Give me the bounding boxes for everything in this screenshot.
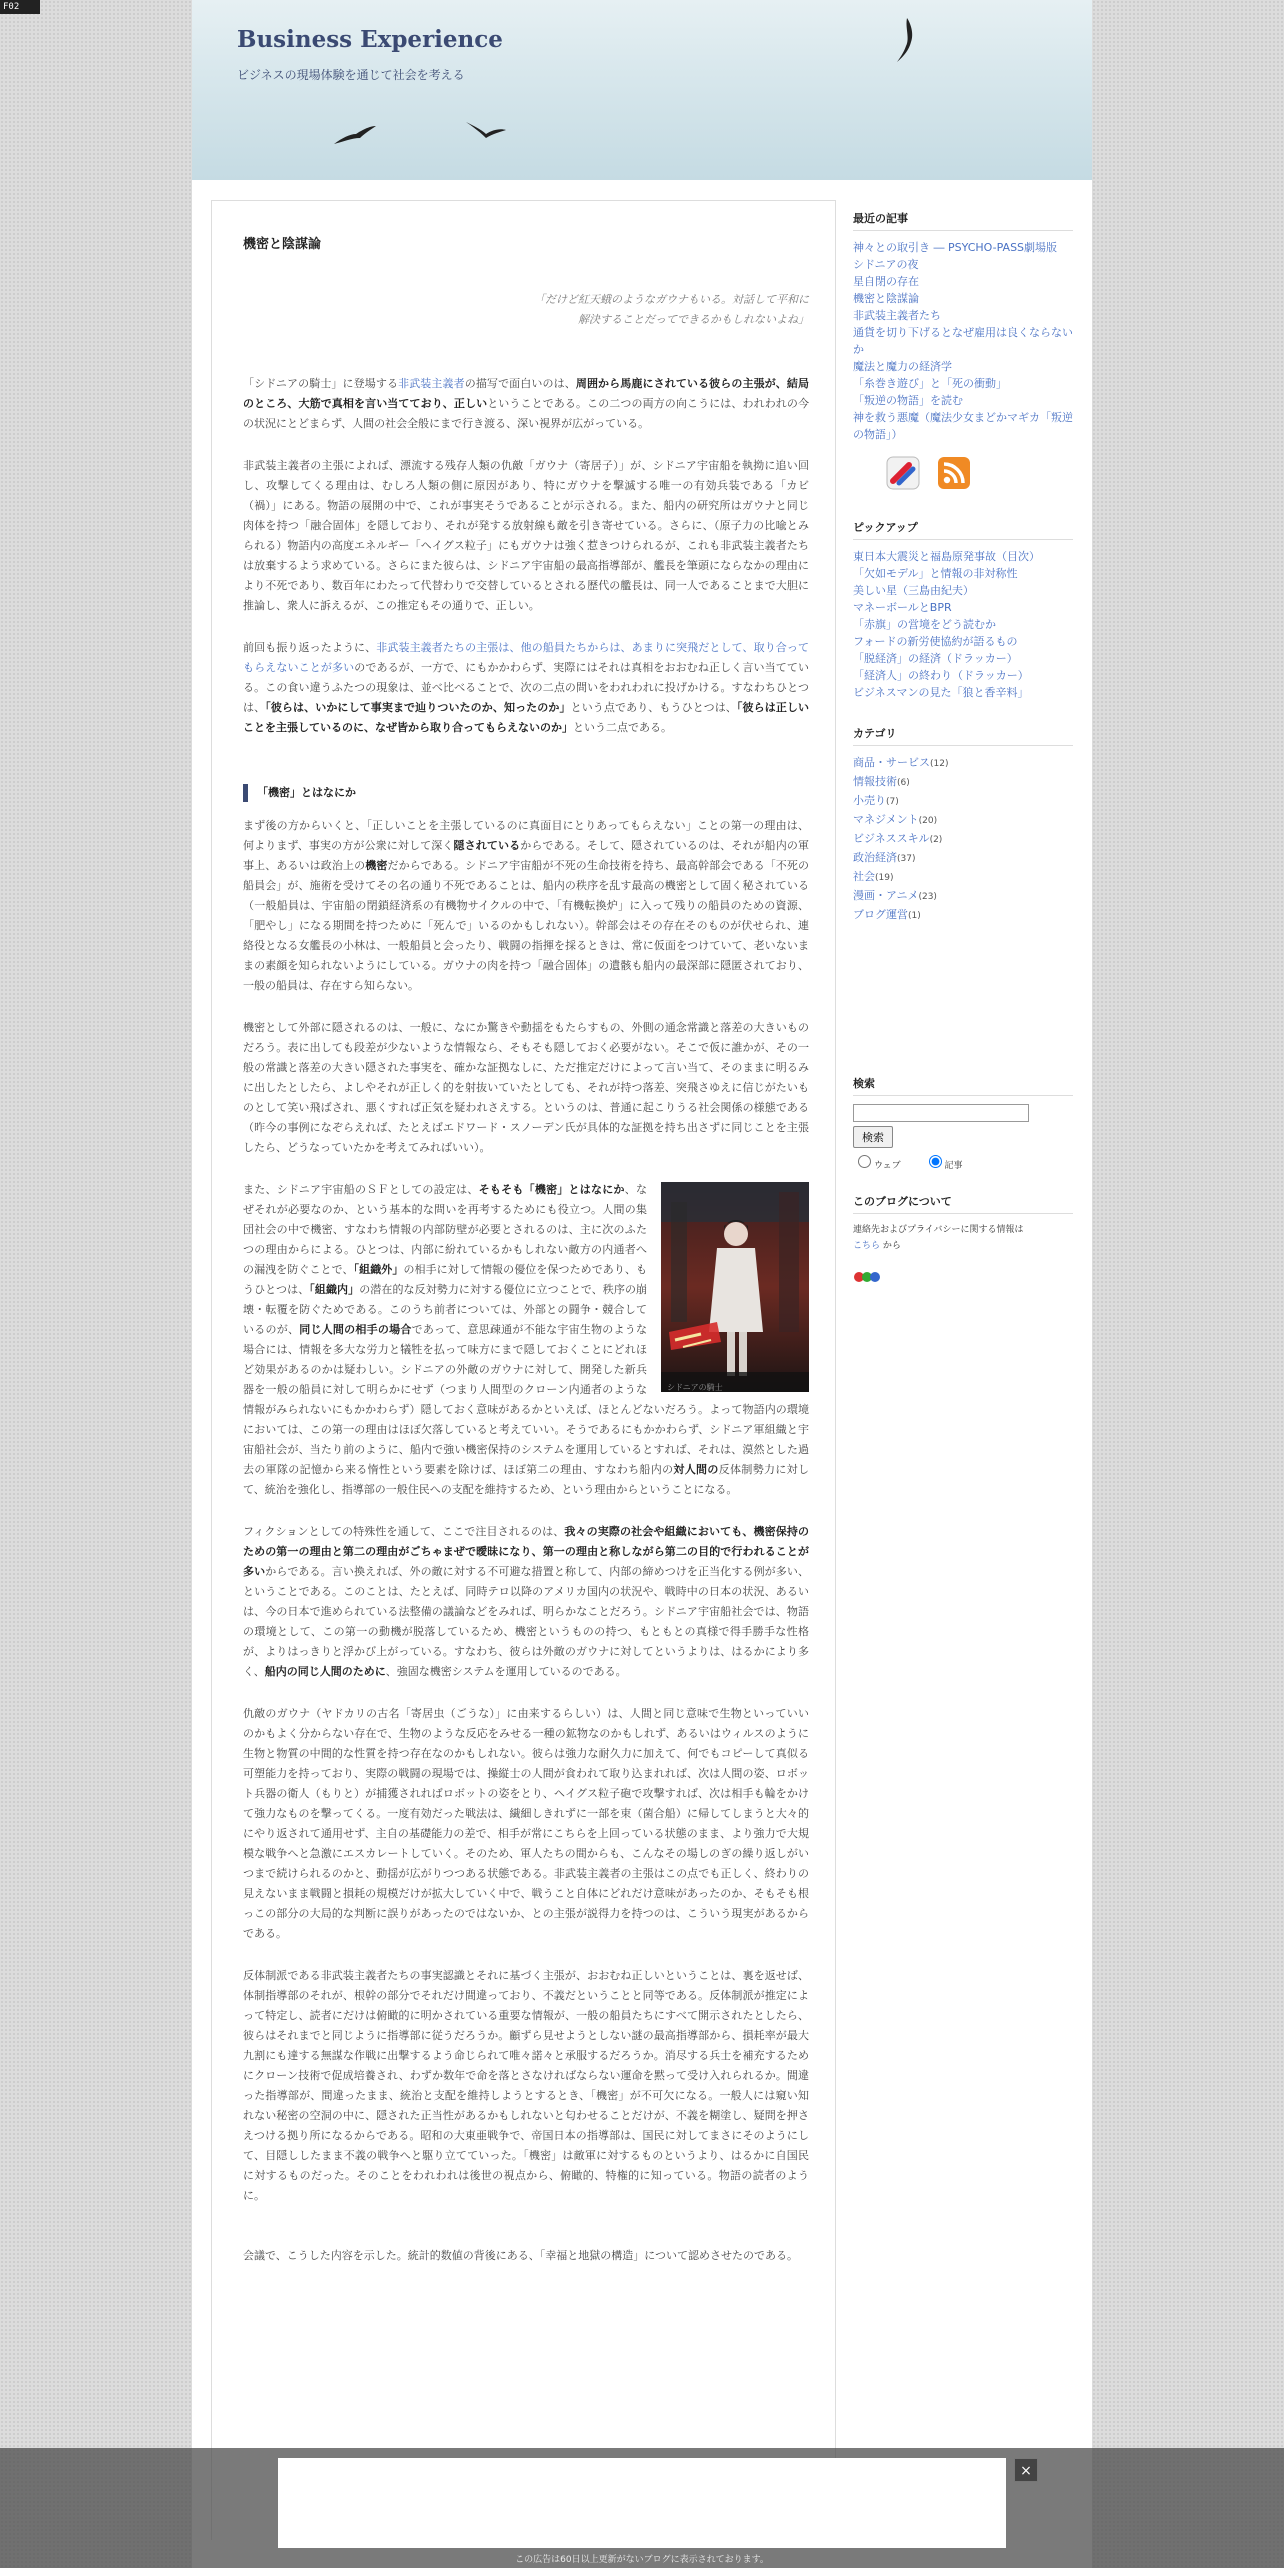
emphasis-text: 同じ人間の相手の場合	[299, 1323, 412, 1336]
text-run: 非武装主義者の主張によれば、漂流する残存人類の仇敵「ガウナ（寄居子）」が、シドニア宇宙船を執拗に追い回し、攻撃してくる理由は、むしろ人類の側に原因があり、特にガウナを撃滅する唯一の有効兵装である「カビ（禍）」にある。物語の展開の中で、これが事実そうであることが示される。また、船内の研究所はガウナと同じ肉体を持つ「融合固体」を隠しており、それが発する放射線も敵を引き寄せている。さらに、（原子力の比喩とみられる）物語内の高度エネルギー「ヘイグス粒子」にもガウナは強く惹きつけられるが、これも非武装主義者たちは放棄するよう求めている。さらにまた彼らは、シドニア宇宙船の最高指導部が、艦長を筆頭にならなかの理由により不死であり、数百年にわたって代替わりで交替しているとされる歴代の艦長は、同一人であることまで大胆に推論し、衆人に訴えるが、この推定もその通りで、正しい。	[243, 459, 809, 612]
about-text	[853, 1222, 1073, 1254]
sidebar-list-item	[853, 616, 1073, 633]
article-paragraph	[243, 638, 809, 738]
category-link[interactable]: ブログ運営	[853, 908, 908, 921]
article-paragraph	[243, 1704, 809, 1944]
epigraph-line: 「だけど紅天蛾のようなガウナもいる。対話して平和に	[534, 293, 809, 306]
text-run: 、なぜそれが必要なのか、という基本的な問いを再考するためにも役立つ。人間の集団社会の中で機密、すなわち情報の内部防壁が必要とされるのは、主に次のふたつの理由からによる。ひとつは、内部に紛れているかもしれない敵方の内通者への漏洩を防ぐことで、	[243, 1183, 648, 1276]
category-link[interactable]: ビジネススキル	[853, 832, 930, 845]
category-item	[853, 830, 1073, 849]
emphasis-text: 「組織内」	[309, 1283, 360, 1296]
sidebar	[853, 200, 1073, 1288]
category-count: (20)	[918, 816, 938, 826]
category-item	[853, 811, 1073, 830]
sidebar-link[interactable]: ビジネスマンの見た「狼と香辛料」	[853, 686, 1029, 699]
ad-notice: この広告は60日以上更新がないブログに表示されております。	[515, 2555, 769, 2565]
category-link[interactable]: マネジメント	[853, 813, 919, 826]
text-run: であって、意思疎通が不能な宇宙生物のような場合には、情報を多大な労力と犠牲を払って味方にまで隠しておくことにどれほど効果があるのかは疑わしい。シドニアの外敵のガウナに対して、開発した新兵器を一般の船員に対して明らかにせず（つまり人間型のクローン内通者のような情報がみられないにもかかわらず）隠しておく意味があるかといえば、ほとんどないだろう。よって物語内の環境においては、この第一の理由はほぼ欠落していると考えていい。そうであるにもかかわらず、シドニア軍組織と宇宙船社会が、当たり前のように、船内で強い機密保持のシステムを運用しているとすれば、それは、漠然とした過去の軍隊の記憶から来る惰性という要素を除けば、ほぼ第二の理由、すなわち船内の	[243, 1323, 809, 1476]
ad-close-button[interactable]: ×	[1014, 2458, 1038, 2482]
category-heading: カテゴリ	[853, 725, 1073, 746]
emphasis-text: 対人間の	[673, 1463, 719, 1476]
bird-icon	[332, 124, 378, 146]
emphasis-text: 「彼らは正しいことを主張しているのに、なぜ皆から取り合ってもらえないのか」	[243, 701, 810, 734]
emphasis-text: 「彼らは、いかにして事実まで辿りついたのか、知ったのか」	[265, 701, 571, 714]
sidebar-link[interactable]: 「脱経済」の経済（ドラッカー）	[853, 652, 1018, 665]
category-link[interactable]: 情報技術	[853, 775, 897, 788]
article-paragraph	[243, 1522, 809, 1682]
inline-link[interactable]: 非武装主義者	[398, 377, 465, 390]
sidebar-link[interactable]: 「赤旗」の営境をどう読むか	[853, 618, 996, 631]
category-list	[853, 754, 1073, 925]
about-text-suffix: から	[882, 1241, 901, 1251]
search-scope-blog-label: 記事	[944, 1161, 963, 1171]
category-count: (37)	[897, 854, 916, 864]
search-scope-web-label: ウェブ	[874, 1161, 901, 1171]
search-scope-blog-radio[interactable]	[929, 1155, 942, 1168]
site-header	[192, 0, 1092, 180]
sidebar-list-item	[853, 392, 1073, 409]
emphasis-text: 船内の同じ人間のために	[264, 1665, 386, 1678]
emphasis-text: 隠されている	[453, 839, 521, 852]
sidebar-list-item	[853, 667, 1073, 684]
sidebar-list-item	[853, 548, 1073, 565]
text-run: の相手に対して情報の優位を保つためであり、もうひとつは、	[243, 1263, 648, 1296]
feed-icons	[885, 455, 1073, 499]
ad-overlay	[0, 2448, 1284, 2568]
section-heading: 「機密」とはなにか	[243, 784, 809, 802]
post-title[interactable]: 機密と陰謀論	[243, 237, 322, 252]
about-heading: このブログについて	[853, 1193, 1073, 1214]
text-run: ということである。この二つの両方の向こうには、われわれの今の状況にとどまらず、人間の社会全般にまで行き渡る、深い視界が広がっている。	[243, 397, 810, 430]
ad-banner[interactable]	[278, 2458, 1006, 2548]
category-item	[853, 868, 1073, 887]
text-run: という二点である。	[573, 721, 672, 734]
rss-feed-icon[interactable]	[936, 455, 972, 491]
article-body	[243, 374, 809, 2266]
sidebar-link[interactable]: 「経済人」の終わり（ドラッカー）	[853, 669, 1029, 682]
poster-artwork	[661, 1182, 809, 1392]
search-heading: 検索	[853, 1075, 1073, 1096]
category-item	[853, 887, 1073, 906]
category-count: (19)	[875, 873, 894, 883]
epigraph-line: 解決することだってできるかもしれないよね」	[578, 313, 809, 326]
pickup-heading: ピックアップ	[853, 519, 1073, 540]
text-run: だからである。シドニア宇宙船が不死の生命技術を持ち、最高幹部会である「不死の船員会」が、施術を受けてその名の通り不死であることは、船内の秩序を乱す最高の機密として固く秘されている（一般船員は、宇宙船の閉鎖経済系の有機物サイクルの中で、「有機転換炉」に入って残りの船員のための資源、「肥やし」になる期間を持つために「死んで」いるのかもしれない）。幹部会はその存在そのものが伏せられ、連絡役となる女艦長の小林は、一般船員と会ったり、戦闘の指揮を採るときは、常に仮面をつけていて、老いないままの素顔を知られないようにしている。ガウナの肉を持つ「融合固体」の遺骸も船内の最深部に隠匿されており、一般の船員は、存在すら知らない。	[243, 859, 810, 992]
sidebar-list-item	[853, 633, 1073, 650]
category-item	[853, 773, 1073, 792]
category-item	[853, 906, 1073, 925]
sidebar-link[interactable]: 東日本大震災と福島原発事故（目次）	[853, 550, 1040, 563]
search-scope-blog[interactable]	[924, 1161, 963, 1171]
sidebar-list-item	[853, 239, 1073, 256]
sidebar-link[interactable]: シドニアの夜	[853, 258, 919, 271]
category-item	[853, 849, 1073, 868]
emphasis-text: 周囲から馬鹿にされている彼らの主張が、結局のところ、大筋で真相を言い当てており、正しい	[243, 377, 810, 410]
text-run: 「シドニアの騎士」に登場する	[243, 377, 399, 390]
bird-icon	[464, 118, 508, 140]
sidebar-link[interactable]: 「叛逆の物語」を読む	[853, 394, 963, 407]
text-run: の潜在的な反対勢力に対する優位に立つことで、秩序の崩壊・転覆を防ぐためである。このうち前者については、外部との闘争・競合しているのが、	[243, 1283, 648, 1336]
category-item	[853, 754, 1073, 773]
sidebar-list-item	[853, 324, 1073, 358]
category-item	[853, 792, 1073, 811]
atom-feed-icon[interactable]	[885, 455, 921, 491]
sidebar-list-item	[853, 565, 1073, 582]
category-count: (6)	[897, 778, 910, 788]
blog-badge-icon[interactable]	[853, 1270, 883, 1284]
text-run: の描写で面白いのは、	[464, 377, 576, 390]
sidebar-link[interactable]: 機密と陰謀論	[853, 292, 919, 305]
sidebar-link[interactable]: フォードの新労使協約が語るもの	[853, 635, 1018, 648]
article-paragraph	[243, 1966, 809, 2206]
about-link[interactable]: こちら	[853, 1241, 881, 1251]
sidebar-link[interactable]: 非武装主義者たち	[853, 309, 941, 322]
sidebar-link[interactable]: 神々との取引き ― PSYCHO-PASS劇場版	[853, 241, 1058, 254]
category-count: (23)	[918, 892, 937, 902]
text-run: 前回も振り返ったように、	[243, 641, 377, 654]
about-text-body: 連絡先およびプライバシーに関する情報は	[853, 1225, 1024, 1235]
search-input[interactable]	[853, 1104, 1029, 1122]
article-footer-line: 会議で、こうした内容を示した。統計的数値の背後にある、「幸福と地獄の構造」について認めさせたのである。	[243, 2249, 799, 2262]
sidebar-link[interactable]: マネーボールとBPR	[853, 601, 952, 614]
sidebar-link[interactable]: 星自閉の存在	[853, 275, 919, 288]
sidebar-list-item	[853, 307, 1073, 324]
bird-icon	[892, 16, 922, 64]
site-title[interactable]: Business Experience	[237, 26, 503, 53]
search-scope-web[interactable]	[853, 1161, 901, 1171]
article-paragraph	[243, 816, 809, 996]
text-run: 仇敵のガウナ（ヤドカリの古名「寄居虫（ごうな）」に由来するらしい）は、人間と同じ意味で生物といっていいのかもよく分からない存在で、生物のような反応をみせる一種の鉱物なのかもしれず、あるいはウィルスのように生物と物質の中間的な性質を持つ存在なのかもしれない。彼らは強力な耐久力に加えて、何でもコピーして真似る可塑能力を持っており、実際の戦闘の現場では、操縦士の人間が食われて取り込まれれば、次は人間の姿、ロボット兵器の衛人（もりと）が捕獲されればロボットの姿をとり、ヘイグス粒子砲で攻撃すれば、次は相手も輪をかけて強力なものを撃ってくる。一度有効だった戦法は、繊細しきれずに一部を束（菌合船）に帰してしまうと大々的にやり返されて通用せず、主自の基礎能力の差で、相手が常にこちらを上回っている状態のまま、より強力で大規模な戦争へと急激にエスカレートしていく。そのため、軍人たちの間からも、こんなその場しのぎの繰り返しがいつまで続けられるのかと、動揺が広がりつつある状態である。非武装主義者の主張はこの点でも正しく、終わりの見えないまま戦闘と損耗の規模だけが拡大していく中で、戦うこと自体にどれだけ意味があったのか、そもそも根っこの部分の大局的な判断に誤りがあったのではないか、との主張が説得力を持つのは、こういう現実があるからである。	[243, 1707, 809, 1940]
pickup-list	[853, 548, 1073, 701]
sidebar-list-item	[853, 256, 1073, 273]
sidebar-list-item	[853, 582, 1073, 599]
site-tagline: ビジネスの現場体験を通じて社会を考える	[237, 68, 465, 82]
category-link[interactable]: 小売り	[853, 794, 886, 807]
emphasis-text: 「組織外」	[353, 1263, 404, 1276]
category-count: (1)	[908, 911, 921, 921]
sidebar-link[interactable]: 美しい星（三島由紀夫）	[853, 584, 974, 597]
sidebar-list-item	[853, 375, 1073, 392]
poster-caption: シドニアの騎士	[667, 1383, 723, 1392]
search-scope-web-radio[interactable]	[858, 1155, 871, 1168]
sidebar-link[interactable]: 通貨を切り下げるとなぜ雇用は良くならないか	[853, 326, 1073, 356]
category-link[interactable]: 商品・サービス	[853, 756, 930, 769]
sidebar-link[interactable]: 神を救う悪魔（魔法少女まどかマギカ「叛逆の物語」）	[853, 411, 1073, 441]
main-content	[211, 200, 836, 2540]
poster-image[interactable]	[661, 1182, 809, 1392]
text-run: フィクションとしての特殊性を通して、ここで注目されるのは、	[243, 1525, 565, 1538]
article-paragraph	[243, 1018, 809, 1158]
text-run: まず後の方からいくと、「正しいことを主張しているのに真面目にとりあってもらえない」ことの第一の理由は、何よりまず、事実の方が公衆に対して深く	[243, 819, 809, 852]
recent-posts-list	[853, 239, 1073, 443]
text-run: という点であり、もうひとつは、	[570, 701, 737, 714]
recent-posts-heading: 最近の記事	[853, 210, 1073, 231]
emphasis-text: 我々の実際の社会や組織においても、機密保持のための第一の理由と第二の理由がごちゃまぜで曖昧になり、第一の理由と称しながら第二の目的で行われることが多い	[243, 1525, 809, 1578]
sidebar-list-item	[853, 650, 1073, 667]
sidebar-list-item	[853, 358, 1073, 375]
sidebar-list-item	[853, 684, 1073, 701]
corner-badge: F02	[0, 0, 40, 14]
text-run: からである。言い換えれば、外の敵に対する不可避な措置と称して、内部の締めつけを正当化する例が多い、ということである。このことは、たとえば、同時テロ以降のアメリカ国内の状況や、戦時中の日本の状況、あるいは、今の日本で進められている法整備の議論などをみれば、明らかなことだろう。シドニア宇宙船社会では、物語の環境として、この第一の動機が脱落しているため、機密というものの持つ、もともとの真様で得手勝手な性格が、よりはっきりと浮かび上がっている。すなわち、彼らは外敵のガウナに対してというよりは、はるかにより多く、	[243, 1565, 810, 1678]
sidebar-link[interactable]: 魔法と魔力の経済学	[853, 360, 952, 373]
text-run: 機密として外部に隠されるのは、一般に、なにか驚きや動揺をもたらすもの、外側の通念常識と落差の大きいものだろう。表に出しても段差が少ないような情報なら、そもそも隠しておく必要がない。そこで仮に誰かが、その一般の常識と落差の大きい隠された事実を、確かな証拠なしに、ただ推定だけによって言い当て、そのままに明るみに出したとしたら、よしやそれが正しく的を射抜いていたとしても、それが持つ落差、突飛さゆえに信じがたいものとして笑い飛ばされ、悪くすれば正気を疑われさえする。というのは、普通に起こりうる社会関係の様態である（昨今の事例になぞらえれば、たとえばエドワード・スノーデン氏が具体的な証拠を持ち出さずに同じことを主張したら、どうなっていたかを考えてみればいい）。	[243, 1021, 809, 1154]
category-count: (2)	[929, 835, 943, 845]
emphasis-text: 機密	[365, 859, 388, 872]
page	[192, 0, 1092, 2568]
category-link[interactable]: 漫画・アニメ	[853, 889, 919, 902]
sidebar-list-item	[853, 599, 1073, 616]
search-button[interactable]: 検索	[853, 1126, 893, 1148]
text-run: のであるが、一方で、にもかかわらず、実際にはそれは真相をおおむね正しく言い当てている。この食い違うふたつの現象は、並べ比べることで、次の二点の問いをわれわれに投げかける。すなわちひとつは、	[243, 661, 809, 714]
text-run: 、強固な機密システムを運用しているのである。	[385, 1665, 627, 1678]
sidebar-link[interactable]: 「欠如モデル」と情報の非対称性	[853, 567, 1018, 580]
sidebar-link[interactable]: 「糸巻き遊び」と「死の衝動」	[853, 377, 1007, 390]
category-link[interactable]: 社会	[853, 870, 875, 883]
article-paragraph	[243, 374, 809, 434]
text-run: からである。そして、隠されているのは、それが船内の軍事上、あるいは政治上の	[243, 839, 810, 872]
text-run: 反体制勢力に対して、統治を強化し、指導部の一般住民への支配を維持するため、という理由からということになる。	[243, 1463, 810, 1496]
epigraph	[243, 290, 809, 330]
article-paragraph	[243, 456, 809, 616]
category-count: (7)	[886, 797, 899, 807]
search-scope	[853, 1152, 1073, 1171]
emphasis-text: そもそも「機密」とはなにか	[478, 1183, 625, 1196]
text-run: 反体制派である非武装主義者たちの事実認識とそれに基づく主張が、おおむね正しいということは、裏を返せば、体制指導部のそれが、根幹の部分でそれだけ間違っており、不義だということと同等である。反体制派が推定によって特定し、読者にだけは俯瞰的に明かされている重要な情報が、一般の船員たちにすべて開示されたとしたら、彼らはそれまでと同じように指導部に従うだろうか。顧ずら見せようとしない謎の最高指導部から、損耗率が最大九割にも達する無謀な作戦に出撃するよう命じられて唯々諾々と承服するだろうか。消尽する兵士を補充するためにクローン技術で促成培養され、わずか数年で命を落とさなければならない運命を黙って受け入れられるか。間違った指導部が、間違ったまま、統治と支配を維持しようとするとき、「機密」が不可欠になる。一般人には窺い知れない秘密の空洞の中に、隠された正当性があるかもしれないと匂わせることだけが、不義を糊塗し、疑問を押さえつける拠り所になるからである。昭和の大東亜戦争で、帝国日本の指導部は、国民に対してまさにそのようにして、目隠ししたまま不義の戦争へと駆り立てていった。「機密」は敵軍に対するものというより、はるかに自国民に対するものだった。そのことをわれわれは後世の視点から、俯瞰的、特権的に知っている。物語の読者のように。	[243, 1969, 809, 2202]
category-count: (12)	[930, 759, 949, 769]
sidebar-list-item	[853, 290, 1073, 307]
category-link[interactable]: 政治経済	[853, 851, 897, 864]
sidebar-list-item	[853, 273, 1073, 290]
sidebar-list-item	[853, 409, 1073, 443]
text-run: また、シドニア宇宙船のＳＦとしての設定は、	[243, 1183, 479, 1196]
inline-link[interactable]: 非武装主義者たちの主張は、他の船員たちからは、あまりに突飛だとして、取り合ってもらえないことが多い	[243, 641, 810, 674]
